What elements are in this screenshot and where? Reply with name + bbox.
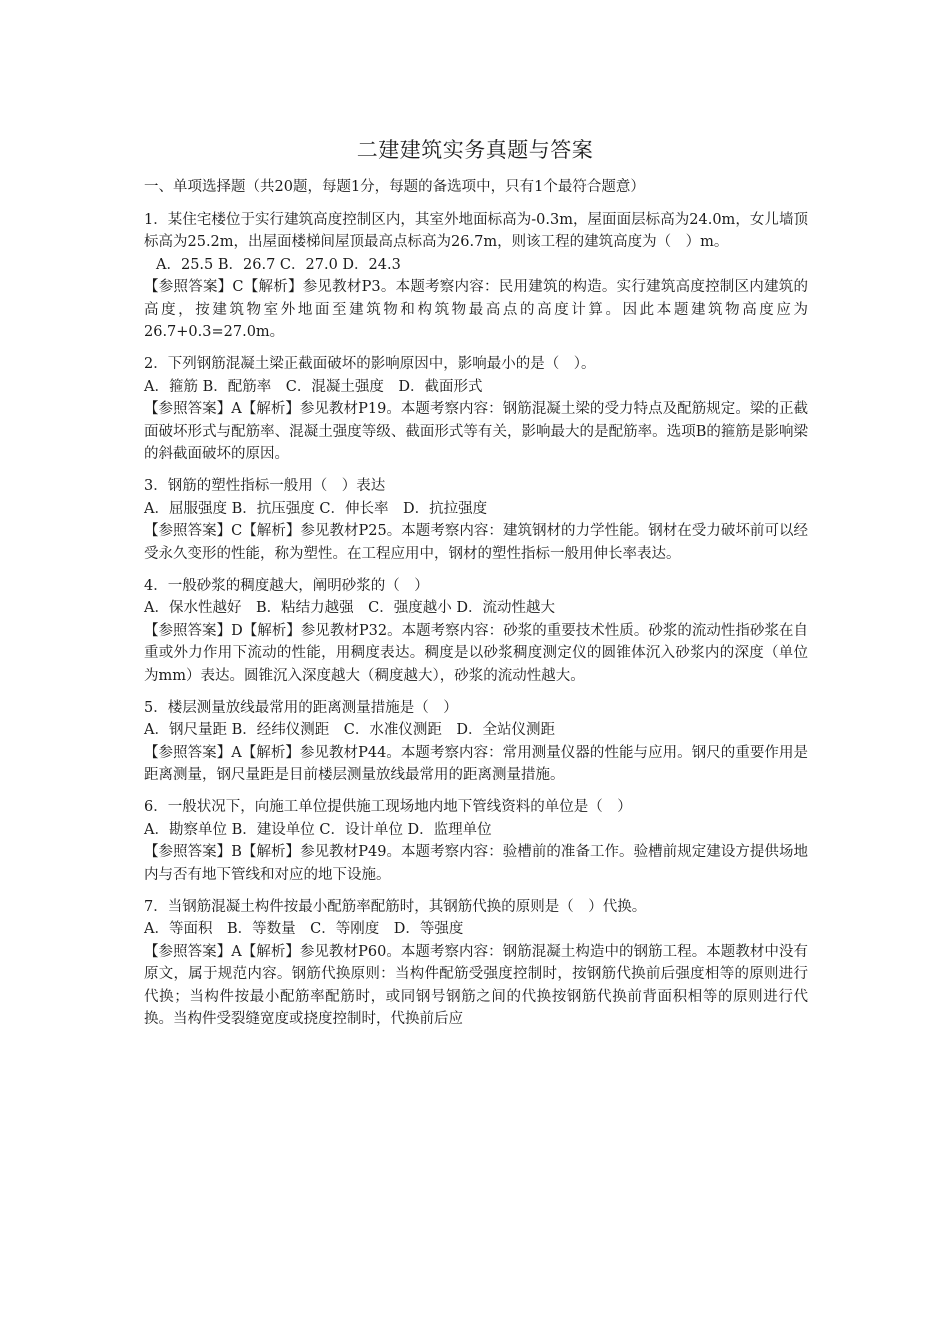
question-options: A．等面积 B．等数量 C．等刚度 D．等强度: [144, 921, 464, 937]
question-options: A．箍筋 B．配筋率 C．混凝土强度 D．截面形式: [144, 378, 483, 395]
question-3: [144, 475, 808, 565]
section-heading: 一、单项选择题（共20题，每题1分，每题的备选项中，只有1个最符合题意）: [144, 179, 645, 195]
document-body: [144, 176, 808, 1040]
question-options: A．钢尺量距 B．经纬仪测距 C．水准仪测距 D．全站仪测距: [144, 722, 555, 738]
question-2: [144, 353, 808, 466]
question-stem: 4．一般砂浆的稠度越大，阐明砂浆的（ ）: [144, 577, 429, 594]
question-answer: 【参照答案】D【解析】参见教材P32。本题考察内容：砂浆的重要技术性质。砂浆的流动性指砂浆在自重或外力作用下流动的性能，用稠度表达。稠度是以砂浆稠度测定仪的圆锥体沉入砂浆内的深度（单位为mm）表达。圆锥沉入深度越大（稠度越大），砂浆的流动性越大。: [144, 622, 808, 684]
question-options: A．勘察单位 B．建设单位 C．设计单位 D．监理单位: [144, 821, 492, 838]
question-stem: 5．楼层测量放线最常用的距离测量措施是（ ）: [144, 699, 458, 716]
question-answer: 【参照答案】C【解析】参见教材P25。本题考察内容：建筑钢材的力学性能。钢材在受力破坏前可以经受永久变形的性能，称为塑性。在工程应用中，钢材的塑性指标一般用伸长率表达。: [144, 523, 808, 562]
question-6: [144, 796, 808, 886]
document-title: 二建建筑实务真题与答案: [356, 138, 594, 162]
question-stem: 2．下列钢筋混凝土梁正截面破坏的影响原因中，影响最小的是（ ）。: [144, 356, 596, 372]
question-1: [144, 209, 808, 344]
question-answer: 【参照答案】A【解析】参见教材P60。本题考察内容：钢筋混凝土构造中的钢筋工程。本题教材中没有原文，属于规范内容。钢筋代换原则：当构件配筋受强度控制时，按钢筋代换前后强度相等的原则进行代换；当构件按最小配筋率配筋时，或同钢号钢筋之间的代换按钢筋代换前背面积相等的原则进行代换。当构件受裂缝宽度或挠度控制时，代换前后应: [144, 943, 808, 1027]
question-4: [144, 575, 808, 688]
question-5: [144, 697, 808, 787]
question-answer: 【参照答案】A【解析】参见教材P44。本题考察内容：常用测量仪器的性能与应用。钢尺的重要作用是距离测量，钢尺量距是目前楼层测量放线最常用的距离测量措施。: [144, 744, 808, 783]
question-options: A．25.5 B．26.7 C．27.0 D．24.3: [156, 256, 401, 273]
question-stem: 7．当钢筋混凝土构件按最小配筋率配筋时，其钢筋代换的原则是（ ）代换。: [144, 898, 647, 915]
question-stem: 1．某住宅楼位于实行建筑高度控制区内，其室外地面标高为-0.3m，屋面面层标高为24.0m，女儿墙顶标高为25.2m，出屋面楼梯间屋顶最高点标高为26.7m，则该工程的建筑高度为（ ）m。: [144, 211, 808, 250]
question-answer: 【参照答案】B【解析】参见教材P49。本题考察内容：验槽前的准备工作。验槽前规定建设方提供场地内与否有地下管线和对应的地下设施。: [144, 844, 808, 883]
question-stem: 6．一般状况下，向施工单位提供施工现场地内地下管线资料的单位是（ ）: [144, 799, 632, 815]
question-options: A．保水性越好 B．粘结力越强 C．强度越小 D．流动性越大: [144, 600, 555, 616]
question-stem: 3．钢筋的塑性指标一般用（ ）表达: [144, 478, 386, 494]
question-options: A．屈服强度 B．抗压强度 C．伸长率 D．抗拉强度: [144, 500, 488, 517]
question-7: [144, 896, 808, 1031]
question-answer: 【参照答案】C【解析】参见教材P3。本题考察内容：民用建筑的构造。实行建筑高度控制区内建筑的高度，按建筑物室外地面至建筑物和构筑物最高点的高度计算。因此本题建筑物高度应为26.7+0.3=27.0m。: [144, 279, 808, 340]
question-answer: 【参照答案】A【解析】参见教材P19。本题考察内容：钢筋混凝土梁的受力特点及配筋规定。梁的正截面破坏形式与配筋率、混凝土强度等级、截面形式等有关，影响最大的是配筋率。选项B的箍筋是影响梁的斜截面破坏的原因。: [144, 401, 808, 462]
